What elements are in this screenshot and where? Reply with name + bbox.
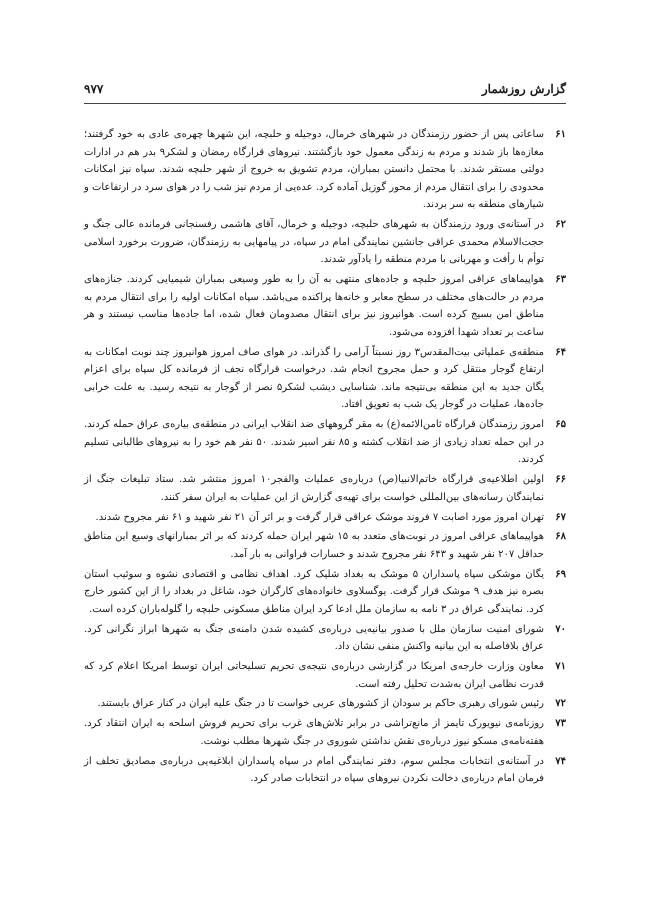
entry-number: ۶۱ [555,129,566,140]
entry-text: ساعاتی پس از حضور رزمندگان در شهرهای خرمال، دوجیله و حلبچه، این شهرها چهره‌ی عادی به خود گرفتند؛ مغازه‌ها باز شدند و مردم به زندگی معمول خود بازگشتند. نیروهای قرارگاه رمضان و لشکر۹ بدر هم در ادارات دولتی مستقر شدند. با محتمل دانستن بمباران، مردم تشویق به خروج از شهر حلبچه شدند. سپاه نیز امکانات محدودی را برای انتقال مردم از محور گوزیل آماده کرد. عده‌یی از مردم نیز شب را در هوای سرد در ارتفاعات و شیارهای منطقه به سر بردند. [84,129,544,211]
entry-text: اولین اطلاعیه‌ی قرارگاه خاتم‌الانبیا(ص) درباره‌ی عملیات والفجر۱۰ امروز منتشر شد. ستاد تبلیغات جنگ از نمایندگان رسانه‌های بین‌المللی خواست برای تهیه‌ی گزارش از این عملیات به ایران سفر کنند. [84,474,545,503]
entry-73 [84,715,566,750]
entry-number: ۶۳ [555,274,566,286]
entry-70 [84,621,566,656]
entry-number: ۷۱ [555,661,566,673]
page-number: ۹۷۷ [84,82,104,96]
entry-number: ۶۶ [555,474,566,486]
header-title: گزارش روزشمار [481,82,566,96]
entry-74 [84,753,566,788]
entry-text: منطقه‌ی عملیاتی بیت‌المقدس۳ روز نسبتاً آرامی را گذراند. در هوای صاف امروز هوانیروز چند نوبت امکانات به ارتفاع گوجار منتقل کرد و حمل مجروح انجام شد. درخواست قرارگاه نجف از فرمانده کل سپاه برای اعزام یگان جدید به این منطقه بی‌نتیجه ماند. شناسایی دیشب لشکر۵ نصر از گوجار به نتیجه رسید. به علت خرابی جاده‌ها، عملیات در گوجار یک شب به تعویق افتاد. [84,346,544,411]
entry-62 [84,216,566,269]
entry-text: امروز رزمندگان قرارگاه ثامن‌الائمه(ع) به مقر گروههای ضد انقلاب ایرانی در منطقه‌ی بیاره‌ی عراق حمله کردند. در این حمله تعداد زیادی از ضد انقلاب کشته و ۸۵ نفر اسیر شدند. ۵۰ نفر هم خود را به نیروهای طالبانی تسلیم کردند. [84,419,544,466]
entry-number: ۷۲ [555,698,566,710]
entry-text: هواپیماهای عراقی امروز حلبچه و جاده‌های منتهی به آن را به طور وسیعی بمباران شیمیایی کردند. جنازه‌های مردم در حالت‌های مختلف در سطح معابر و خانه‌ها پراکنده می‌باشد. سپاه امکانات اولیه را برای انتقال مردم به مناطق امن بسیج کرده است. هوانیروز نیز برای انتقال مصدومان فعال شده، اما جاده‌ها مناسب نیستند و هر ساعت بر تعداد شهدا افزوده می‌شود. [84,274,544,338]
entry-67 [84,509,566,527]
entry-text: تهران امروز مورد اصابت ۷ فروند موشک عراقی قرار گرفت و بر اثر آن ۲۱ نفر شهید و ۶۱ نفر مجروح شدند. [95,511,544,523]
entry-number: ۷۳ [555,718,566,730]
entry-list [84,126,566,790]
running-header [84,82,566,96]
header-rule [84,103,566,104]
entry-number: ۶۸ [555,531,566,543]
entry-69 [84,566,566,619]
entry-68 [84,528,566,563]
entry-71 [84,658,566,693]
entry-number: ۶۵ [555,419,566,431]
entry-64 [84,344,566,414]
entry-number: ۶۷ [555,511,566,523]
entry-number: ۶۴ [555,346,566,358]
entry-text: رئیس شورای رهبری حاکم بر سودان از کشورهای عربی خواست تا در جنگ علیه ایران در کنار عراق بایستند. [97,698,544,710]
entry-63 [84,271,566,341]
entry-number: ۷۴ [555,755,566,767]
entry-number: ۶۲ [555,219,566,231]
entry-66 [84,471,566,506]
entry-text: در آستانه‌ی انتخابات مجلس سوم، دفتر نمایندگی امام در سپاه پاسداران ابلاغیه‌یی درباره‌ی مصادیق تخلف از فرمان امام درباره‌ی دخالت نکردن نیروهای سپاه در انتخابات صادر کرد. [84,755,544,785]
entry-text: در آستانه‌ی ورود رزمندگان به شهرهای حلبچه، دوجیله و خرمال، آقای هاشمی رفسنجانی فرمانده عالی جنگ و حجت‌الاسلام محمدی عراقی جانشین نمایندگی امام در سپاه، در پیامهایی به رزمندگان، ضرورت برخورد اسلامی توأم با رأفت و مهربانی با مردم منطقه را یادآور شدند. [84,219,544,266]
entry-text: یگان موشکی سپاه پاسداران ۵ موشک به بغداد شلیک کرد. اهداف نظامی و اقتصادی نشوه و سوئیب استان بصره نیز هدف ۹ موشک قرار گرفت. یوگسلاوی خانواده‌های کارگران خود، شاغل در بغداد را از این کشور خارج کرد. نمایندگی عراق در ۳ نامه به سازمان ملل ادعا کرد ایران مناطق مسکونی حلبچه را گلوله‌باران کرده است. [84,568,545,615]
entry-text: شورای امنیت سازمان ملل با صدور بیانیه‌یی درباره‌ی کشیده شدن دامنه‌ی جنگ به شهرها ابراز نگرانی کرد. عراق بلافاصله به این بیانیه واکنش منفی نشان داد. [84,623,544,653]
entry-text: معاون وزارت خارجه‌ی امریکا در گزارشی درباره‌ی نتیجه‌ی تحریم تسلیحاتی ایران توسط امریکا اعلام کرد که قدرت نظامی ایران به‌شدت تحلیل رفته است. [84,661,544,690]
entry-65 [84,416,566,469]
entry-61 [84,126,566,214]
entry-number: ۶۹ [555,568,566,580]
entry-text: هواپیماهای عراقی امروز در نوبت‌های متعدد به ۱۵ شهر ایران حمله کردند که بر اثر بمبارانهای وسیع این مناطق حداقل ۲۰۷ نفر شهید و ۶۴۳ نفر مجروح شدند و خسارات فراوانی به بار آمد. [84,531,544,560]
entry-number: ۷۰ [555,623,566,635]
entry-72 [84,695,566,713]
entry-text: روزنامه‌ی نیویورک تایمز از مانع‌تراشی در برابر تلاش‌های غرب برای تحریم فروش اسلحه به ایران انتقاد کرد. هفته‌نامه‌ی مسکو نیوز درباره‌ی نقش نداشتن شوروی در جنگ شهرها مطلب نوشت. [84,718,544,747]
